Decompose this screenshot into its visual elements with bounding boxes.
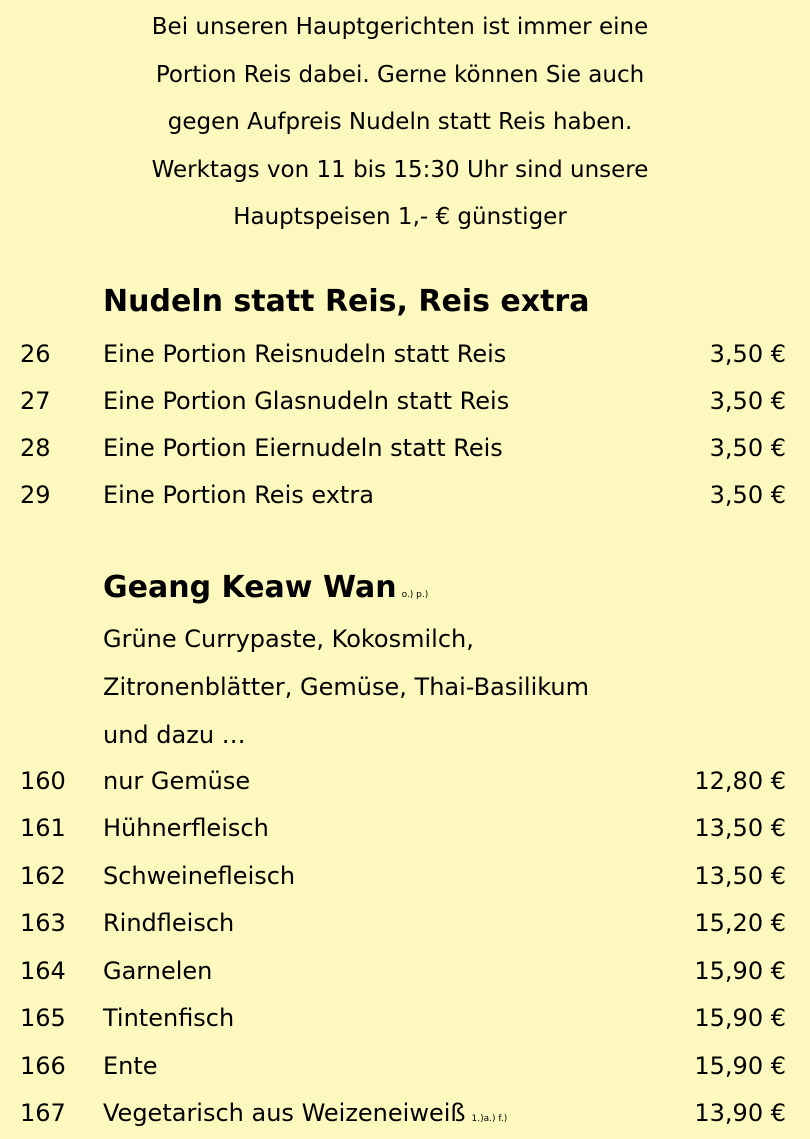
section-title-green-curry <box>103 570 428 605</box>
item-name: Schweinefleisch <box>103 862 296 890</box>
item-price: 12,80 € <box>694 767 786 795</box>
menu-item <box>0 428 810 468</box>
item-price: 13,50 € <box>694 862 786 890</box>
menu-item <box>0 761 810 801</box>
menu-item <box>0 856 810 896</box>
menu-item <box>0 808 810 848</box>
intro-line: gegen Aufpreis Nudeln statt Reis haben. <box>167 109 633 135</box>
menu-item <box>0 951 810 991</box>
item-price: 3,50 € <box>709 481 786 509</box>
section-title-text: Geang Keaw Wan <box>103 570 397 605</box>
menu-item <box>0 1093 810 1133</box>
item-name: Eine Portion Reis extra <box>103 481 374 509</box>
intro-line: Hauptspeisen 1,- € günstiger <box>233 204 567 230</box>
item-price: 15,90 € <box>694 1052 786 1080</box>
intro-line: Portion Reis dabei. Gerne können Sie auch <box>155 61 645 88</box>
item-number: 160 <box>20 767 66 795</box>
dish-description <box>103 615 589 759</box>
intro-line: Bei unseren Hauptgerichten ist immer eine <box>151 14 649 40</box>
intro-text <box>0 4 800 242</box>
item-number: 28 <box>20 434 51 462</box>
item-name: Hühnerfleisch <box>103 814 269 842</box>
item-number: 163 <box>20 909 66 937</box>
item-name-text: Vegetarisch aus Weizeneiweiß <box>103 1099 466 1127</box>
item-price: 13,90 € <box>694 1099 786 1127</box>
intro-line: Werktags von 11 bis 15:30 Uhr sind unsere <box>151 156 649 183</box>
item-price: 15,90 € <box>694 1004 786 1032</box>
menu-item <box>0 334 810 374</box>
menu-item <box>0 903 810 943</box>
description-line: Grüne Currypaste, Kokosmilch, <box>103 625 474 653</box>
item-name: Eine Portion Glasnudeln statt Reis <box>103 387 510 415</box>
allergen-note: o.) p.) <box>401 590 429 600</box>
item-name: Rindfleisch <box>103 909 235 937</box>
section-title-noodles <box>103 284 589 319</box>
item-price: 3,50 € <box>709 434 786 462</box>
item-price: 15,20 € <box>694 909 786 937</box>
item-name: Garnelen <box>103 957 213 985</box>
description-line: und dazu … <box>103 721 246 749</box>
item-name: Ente <box>103 1052 158 1080</box>
item-name: Eine Portion Reisnudeln statt Reis <box>103 340 507 368</box>
item-name <box>103 1093 507 1139</box>
item-number: 166 <box>20 1052 66 1080</box>
description-line: Zitronenblätter, Gemüse, Thai-Basilikum <box>103 673 590 701</box>
item-number: 165 <box>20 1004 66 1032</box>
item-number: 27 <box>20 387 51 415</box>
item-number: 29 <box>20 481 51 509</box>
item-price: 13,50 € <box>694 814 786 842</box>
item-name: Tintenfisch <box>103 1004 235 1032</box>
section-title-text: Nudeln statt Reis, Reis extra <box>103 284 590 319</box>
item-number: 26 <box>20 340 51 368</box>
menu-item <box>0 475 810 515</box>
item-name: Eine Portion Eiernudeln statt Reis <box>103 434 503 462</box>
item-number: 164 <box>20 957 66 985</box>
item-price: 3,50 € <box>709 387 786 415</box>
allergen-note: 1.)a.) f.) <box>471 1114 508 1124</box>
item-number: 167 <box>20 1099 66 1127</box>
menu-item <box>0 1046 810 1086</box>
item-price: 15,90 € <box>694 957 786 985</box>
item-name: nur Gemüse <box>103 767 251 795</box>
menu-item <box>0 381 810 421</box>
item-number: 161 <box>20 814 66 842</box>
item-number: 162 <box>20 862 66 890</box>
menu-item <box>0 998 810 1038</box>
item-price: 3,50 € <box>709 340 786 368</box>
